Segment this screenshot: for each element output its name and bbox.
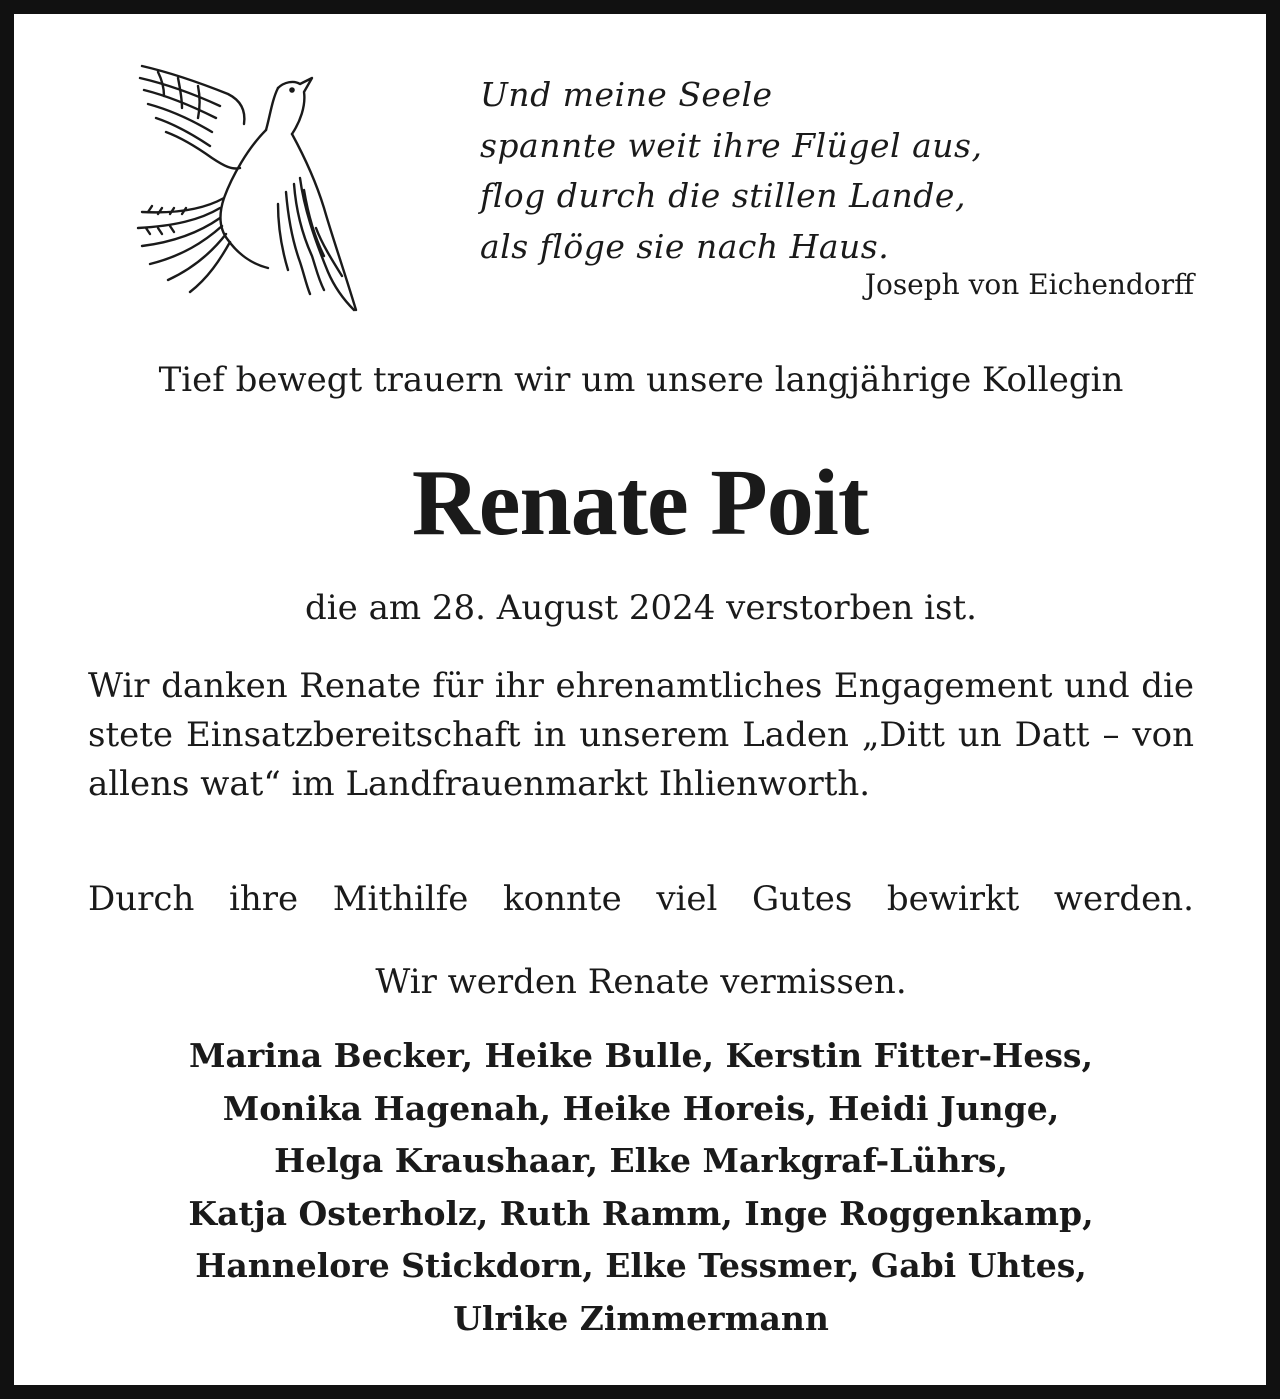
good-deeds-line: Durch ihre Mithilfe konnte viel Gutes bewirkt werden. (88, 879, 1194, 919)
signatory-line: Katja Osterholz, Ruth Ramm, Inge Roggenkamp, (188, 1193, 1094, 1233)
signatory-line: Marina Becker, Heike Bulle, Kerstin Fitter-Hess, (188, 1036, 1094, 1075)
signatory-line: Ulrike Zimmermann (453, 1298, 829, 1338)
poem-author: Joseph von Eichendorff (864, 268, 1194, 301)
poem-line: Und meine Seele (480, 75, 773, 114)
poem-line: als flöge sie nach Haus. (480, 226, 890, 266)
poem-line: flog durch die stillen Lande, (480, 176, 966, 215)
poem (480, 70, 1200, 272)
poem-line: spannte weit ihre Flügel aus, (480, 125, 983, 165)
thanks-paragraph: Wir danken Renate für ihr ehrenamtliches Engagement und die stete Einsatzbereitschaft in unserem Laden „Ditt un Datt – von allens wat“ im Landfrauenmarkt Ihlienworth. (88, 666, 1194, 804)
signatory-line: Hannelore Stickdorn, Elke Tessmer, Gabi Uhtes, (195, 1246, 1087, 1285)
signatory-line: Helga Kraushaar, Elke Markgraf-Lührs, (274, 1141, 1008, 1180)
deceased-name: Renate Poit (411, 451, 869, 555)
intro-text: Tief bewegt trauern wir um unsere langjährige Kollegin (158, 360, 1124, 400)
date-line: die am 28. August 2024 verstorben ist. (305, 588, 977, 628)
signatories (88, 1030, 1194, 1345)
signatory-line: Monika Hagenah, Heike Horeis, Heidi Junge, (222, 1088, 1060, 1128)
dove-icon (128, 58, 364, 320)
miss-line: Wir werden Renate vermissen. (375, 962, 907, 1002)
